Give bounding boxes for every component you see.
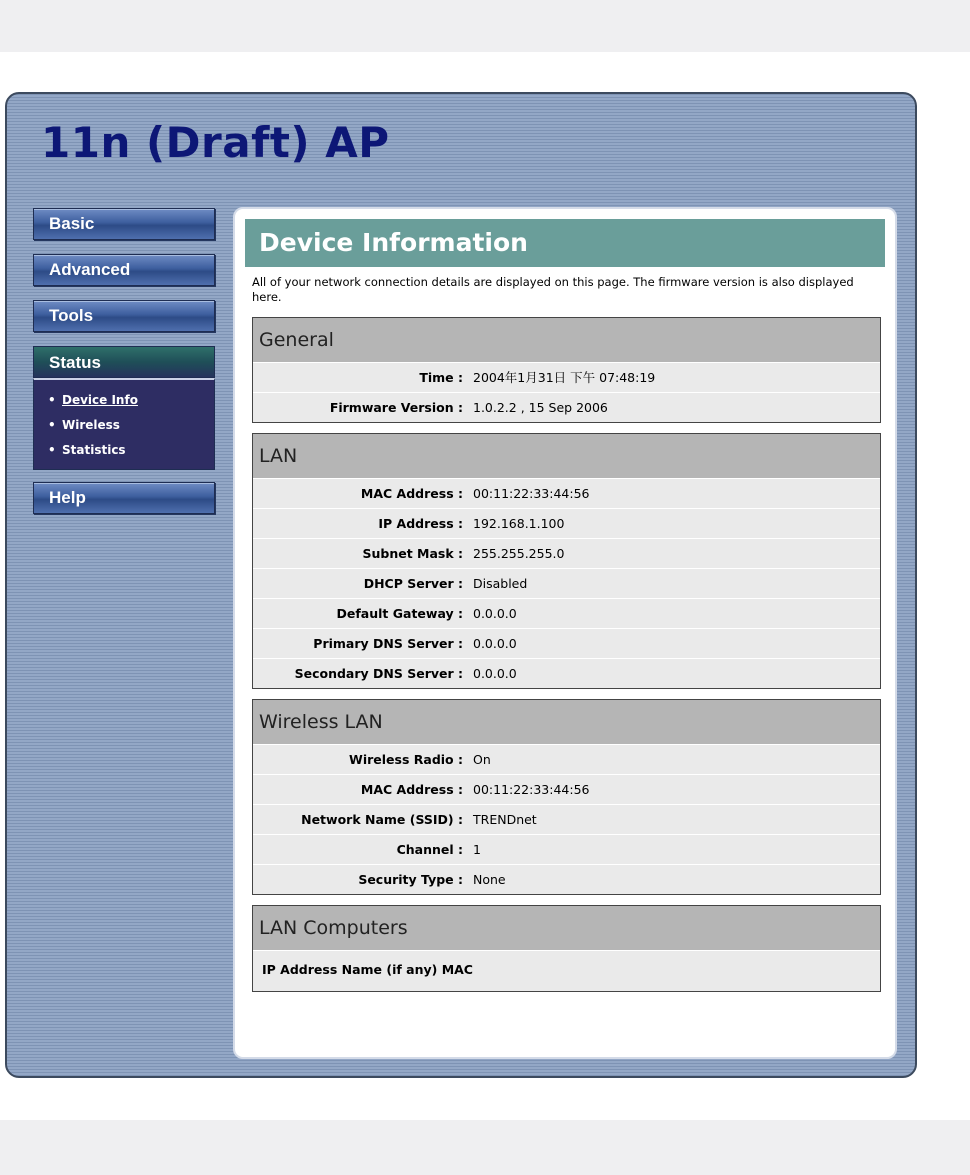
row-value: 0.0.0.0 <box>473 636 517 651</box>
row-label: Security Type : <box>358 872 463 887</box>
info-row <box>253 658 880 688</box>
section-heading: LAN Computers <box>253 906 880 950</box>
row-value: On <box>473 752 491 767</box>
info-row <box>253 478 880 508</box>
nav-item-label: Wireless <box>62 418 120 432</box>
bottom-bar <box>0 1120 970 1175</box>
nav-item-label: Device Info <box>62 393 138 407</box>
info-row <box>253 362 880 392</box>
info-row <box>253 834 880 864</box>
row-label: Default Gateway : <box>336 606 463 621</box>
general-section <box>252 317 881 423</box>
section-heading: LAN <box>253 434 880 478</box>
info-row <box>253 568 880 598</box>
nav-item-statistics[interactable] <box>48 438 214 463</box>
lan-computers-section <box>252 905 881 992</box>
section-heading: General <box>253 318 880 362</box>
info-row <box>253 744 880 774</box>
row-value: 00:11:22:33:44:56 <box>473 782 590 797</box>
row-label: DHCP Server : <box>363 576 463 591</box>
info-row <box>253 774 880 804</box>
status-submenu <box>33 378 215 470</box>
nav-advanced-button[interactable]: Advanced <box>33 254 215 286</box>
info-row <box>253 392 880 422</box>
row-label: MAC Address : <box>360 782 463 797</box>
nav-tools-button[interactable]: Tools <box>33 300 215 332</box>
row-label: Secondary DNS Server : <box>294 666 463 681</box>
row-label: Subnet Mask : <box>362 546 463 561</box>
section-heading: Wireless LAN <box>253 700 880 744</box>
nav-status-button[interactable]: Status <box>33 346 215 378</box>
row-label: Time : <box>419 370 463 385</box>
nav-item-label: Statistics <box>62 443 126 457</box>
nav-item-wireless[interactable] <box>48 413 214 438</box>
row-label: IP Address : <box>378 516 463 531</box>
info-row <box>253 538 880 568</box>
bullet-icon: • <box>48 393 56 407</box>
row-value: 255.255.255.0 <box>473 546 565 561</box>
row-value: 0.0.0.0 <box>473 666 517 681</box>
row-label: Channel : <box>396 842 463 857</box>
router-frame <box>5 92 917 1078</box>
info-row <box>253 508 880 538</box>
content-panel <box>233 207 897 1059</box>
row-label: Network Name (SSID) : <box>301 812 463 827</box>
nav-help-button[interactable]: Help <box>33 482 215 514</box>
nav-item-device-info[interactable] <box>48 388 214 413</box>
bullet-icon: • <box>48 443 56 457</box>
row-label: Wireless Radio : <box>349 752 463 767</box>
row-label: MAC Address : <box>360 486 463 501</box>
page-title: Device Information <box>245 219 885 267</box>
top-bar <box>0 0 970 52</box>
bullet-icon: • <box>48 418 56 432</box>
table-header-row: IP Address Name (if any) MAC <box>253 950 880 991</box>
info-row <box>253 864 880 894</box>
nav-basic-button[interactable]: Basic <box>33 208 215 240</box>
row-label: Primary DNS Server : <box>313 636 463 651</box>
info-row <box>253 628 880 658</box>
row-value: None <box>473 872 506 887</box>
info-row <box>253 598 880 628</box>
row-value: 1 <box>473 842 481 857</box>
row-value: 1.0.2.2 , 15 Sep 2006 <box>473 400 608 415</box>
sidebar-nav <box>33 208 215 528</box>
info-row <box>253 804 880 834</box>
product-title: 11n (Draft) AP <box>41 118 390 167</box>
lan-section <box>252 433 881 689</box>
row-value: 00:11:22:33:44:56 <box>473 486 590 501</box>
row-label: Firmware Version : <box>329 400 463 415</box>
row-value: 0.0.0.0 <box>473 606 517 621</box>
page-description: All of your network connection details are displayed on this page. The firmware version is also displayed here. <box>252 275 854 304</box>
row-value: 2004年1月31日 下午 07:48:19 <box>473 370 656 385</box>
nav-status-group <box>33 346 215 470</box>
row-value: Disabled <box>473 576 528 591</box>
row-value: TRENDnet <box>473 812 537 827</box>
wireless-section <box>252 699 881 895</box>
row-value: 192.168.1.100 <box>473 516 565 531</box>
